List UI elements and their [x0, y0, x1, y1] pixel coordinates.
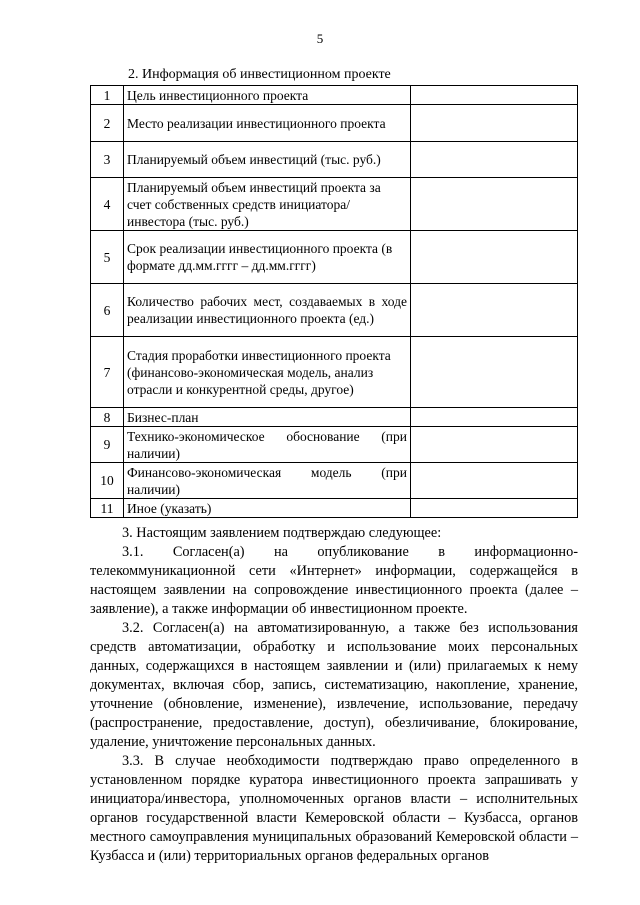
section-title: 2. Информация об инвестиционном проекте — [128, 67, 391, 82]
row-number: 11 — [91, 499, 124, 518]
row-value[interactable] — [411, 408, 578, 427]
row-number: 5 — [91, 231, 124, 284]
row-value[interactable] — [411, 427, 578, 463]
row-label: Технико-экономическое обоснование (при наличии) — [124, 427, 411, 463]
row-label: Иное (указать) — [124, 499, 411, 518]
row-label: Планируемый объем инвестиций проекта за счет собственных средств инициатора/инвестора (тыс. руб.) — [124, 178, 411, 231]
declaration-text — [90, 524, 578, 866]
row-label: Место реализации инвестиционного проекта — [124, 105, 411, 142]
row-value[interactable] — [411, 105, 578, 142]
row-value[interactable] — [411, 231, 578, 284]
row-value[interactable] — [411, 463, 578, 499]
row-number: 6 — [91, 284, 124, 337]
paragraph-3-3: 3.3. В случае необходимости подтверждаю право определенного в установленном порядке куратора инвестиционного проекта запрашивать у инициатора/инвестора, уполномоченных органов власти – исполнительных органов государственной власти Кемеровской области – Кузбасса, органов местного самоуправления муниципальных образований Кемеровской области – Кузбасса и (или) территориальных органов федеральных органов — [90, 753, 578, 864]
row-number: 9 — [91, 427, 124, 463]
table-row — [91, 337, 578, 408]
page-number: 5 — [316, 31, 324, 46]
row-number: 10 — [91, 463, 124, 499]
table-row — [91, 105, 578, 142]
table-row — [91, 408, 578, 427]
table-row — [91, 427, 578, 463]
table-row — [91, 178, 578, 231]
row-value[interactable] — [411, 337, 578, 408]
row-value[interactable] — [411, 178, 578, 231]
paragraph-3-1: 3.1. Согласен(а) на опубликование в информационно-телекоммуникационной сети «Интернет» информации, содержащейся в настоящем заявлении на сопровождение инвестиционного проекта (далее – заявление), а также информации об инвестиционном проекте. — [90, 544, 578, 617]
row-number: 7 — [91, 337, 124, 408]
row-value[interactable] — [411, 284, 578, 337]
row-label: Количество рабочих мест, создаваемых в ходе реализации инвестиционного проекта (ед.) — [124, 284, 411, 337]
row-number: 3 — [91, 142, 124, 178]
table-row — [91, 463, 578, 499]
table-row — [91, 499, 578, 518]
row-number: 4 — [91, 178, 124, 231]
row-value[interactable] — [411, 499, 578, 518]
row-label: Планируемый объем инвестиций (тыс. руб.) — [124, 142, 411, 178]
row-label: Бизнес-план — [124, 408, 411, 427]
paragraph-3-2: 3.2. Согласен(а) на автоматизированную, а также без использования средств автоматизации, обработку и использование моих персональных данных, содержащихся в настоящем заявлении и (или) прилагаемых к нему документах, включая сбор, запись, систематизацию, накопление, хранение, уточнение (обновление, изменение), извлечение, использование, передачу (распространение, предоставление, доступ), обезличивание, блокирование, удаление, уничтожение персональных данных. — [90, 620, 578, 750]
row-label: Цель инвестиционного проекта — [124, 86, 411, 105]
table-row — [91, 284, 578, 337]
table-row — [91, 86, 578, 105]
row-number: 8 — [91, 408, 124, 427]
table-row — [91, 142, 578, 178]
row-label: Срок реализации инвестиционного проекта (в формате дд.мм.гггг – дд.мм.гггг) — [124, 231, 411, 284]
row-label: Финансово-экономическая модель (при наличии) — [124, 463, 411, 499]
row-value[interactable] — [411, 142, 578, 178]
row-label: Стадия проработки инвестиционного проекта (финансово-экономическая модель, анализ отрасли и конкурентной среды, другое) — [124, 337, 411, 408]
row-value[interactable] — [411, 86, 578, 105]
row-number: 1 — [91, 86, 124, 105]
investment-info-table — [90, 85, 578, 518]
paragraph-3: 3. Настоящим заявлением подтверждаю следующее: — [122, 525, 442, 541]
table-row — [91, 231, 578, 284]
row-number: 2 — [91, 105, 124, 142]
